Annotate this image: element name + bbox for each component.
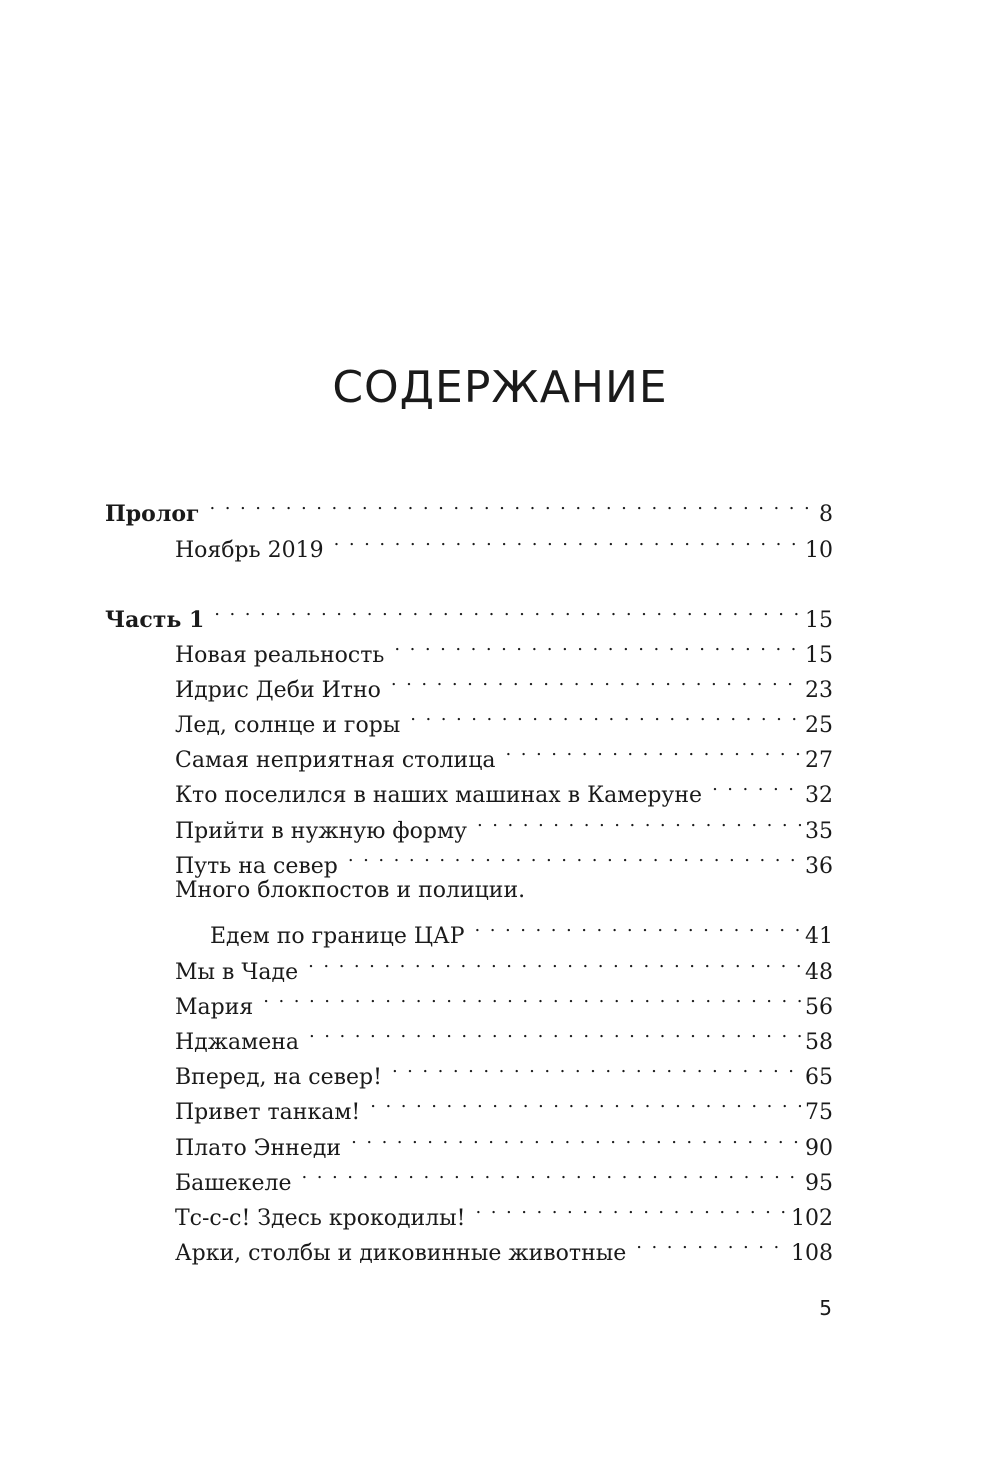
toc-entry-page: 15 (805, 608, 833, 633)
toc-entry[interactable] (175, 733, 833, 773)
toc-entry[interactable] (175, 698, 833, 738)
toc-entry-page: 23 (805, 678, 833, 703)
toc-entry[interactable] (175, 1191, 833, 1231)
page-number: 5 (819, 1296, 832, 1320)
toc-entry-page: 10 (805, 538, 833, 563)
toc-entry-label: Самая неприятная столица (175, 748, 496, 773)
toc-entry-page: 35 (805, 819, 833, 844)
toc-entry-label: Арки, столбы и диковинные животные (175, 1241, 627, 1266)
toc-entry-label: Ноябрь 2019 (175, 538, 324, 563)
toc-entry[interactable] (175, 945, 833, 985)
dot-leader (505, 733, 801, 767)
toc-entry-title-line[interactable] (175, 874, 833, 908)
toc-entry-page: 48 (805, 960, 833, 985)
toc-entry-page: 36 (805, 854, 833, 879)
toc-entry-label: Новая реальность (175, 643, 385, 668)
toc-entry-continuation[interactable] (210, 909, 833, 949)
toc-entry-page: 27 (805, 748, 833, 773)
toc-entry-label: Мы в Чаде (175, 960, 299, 985)
dot-leader (477, 804, 801, 838)
toc-entry-label: Башекеле (175, 1171, 292, 1196)
toc-entry-label: Вперед, на север! (175, 1065, 382, 1090)
toc-entry-label: Путь на север (175, 854, 338, 879)
dot-leader (391, 663, 801, 697)
toc-entry-label: Тс-с-с! Здесь крокодилы! (175, 1206, 466, 1231)
toc-entry-label: Нджамена (175, 1030, 299, 1055)
toc-entry[interactable] (175, 628, 833, 668)
toc-entry[interactable] (175, 839, 833, 879)
toc-entry-page: 32 (805, 783, 833, 808)
toc-entry-label: Мария (175, 995, 254, 1020)
toc-entry[interactable] (175, 1050, 833, 1090)
toc-entry-page: 8 (819, 502, 833, 527)
toc-entry-label: Привет танкам! (175, 1100, 361, 1125)
toc-entry[interactable] (175, 523, 833, 563)
dot-leader (308, 945, 801, 979)
toc-entry-page: 56 (805, 995, 833, 1020)
toc-entry-page: 58 (805, 1030, 833, 1055)
dot-leader (392, 1050, 801, 1084)
toc-entry-page: 75 (805, 1100, 833, 1125)
dot-leader (334, 523, 801, 557)
toc-entry-part-1[interactable] (105, 593, 833, 633)
toc-entry[interactable] (175, 1121, 833, 1161)
dot-leader (351, 1121, 801, 1155)
toc-entry-label: Плато Эннеди (175, 1136, 342, 1161)
toc-entry-page: 108 (791, 1241, 833, 1266)
toc-entry-label: Прийти в нужную форму (175, 819, 468, 844)
toc-entry-page: 41 (805, 924, 833, 949)
toc-entry-label: Идрис Деби Итно (175, 678, 381, 703)
dot-leader (214, 593, 801, 627)
dot-leader (309, 1015, 801, 1049)
toc-entry-label: Пролог (105, 501, 200, 527)
dot-leader (476, 1191, 787, 1225)
toc-entry[interactable] (175, 768, 833, 808)
dot-leader (394, 628, 801, 662)
toc-entry[interactable] (175, 1015, 833, 1055)
toc-entry-page: 25 (805, 713, 833, 738)
toc-entry-label: Много блокпостов и полиции. (175, 878, 526, 903)
toc-entry-label: Едем по границе ЦАР (210, 924, 465, 949)
dot-leader (370, 1085, 801, 1119)
dot-leader (712, 768, 801, 802)
toc-entry[interactable] (175, 663, 833, 703)
toc-entry[interactable] (175, 1156, 833, 1196)
toc-entry[interactable] (175, 1085, 833, 1125)
dot-leader (410, 698, 801, 732)
toc-entry-page: 65 (805, 1065, 833, 1090)
dot-leader (475, 909, 802, 943)
page-title: СОДЕРЖАНИЕ (332, 362, 668, 413)
toc-entry-page: 95 (805, 1171, 833, 1196)
toc-entry[interactable] (175, 804, 833, 844)
toc-entry[interactable] (175, 1226, 833, 1266)
toc-entry-label: Кто поселился в наших машинах в Камеруне (175, 783, 703, 808)
toc-entry-page: 90 (805, 1136, 833, 1161)
toc-entry-prologue[interactable] (105, 487, 833, 527)
dot-leader (636, 1226, 787, 1260)
toc-entry-page: 102 (791, 1206, 833, 1231)
toc-entry-page: 15 (805, 643, 833, 668)
toc-entry[interactable] (175, 980, 833, 1020)
toc-entry-label: Часть 1 (105, 607, 205, 633)
toc-entry-label: Лед, солнце и горы (175, 713, 401, 738)
dot-leader (210, 487, 816, 521)
dot-leader (302, 1156, 801, 1190)
dot-leader (263, 980, 801, 1014)
dot-leader (348, 839, 801, 873)
